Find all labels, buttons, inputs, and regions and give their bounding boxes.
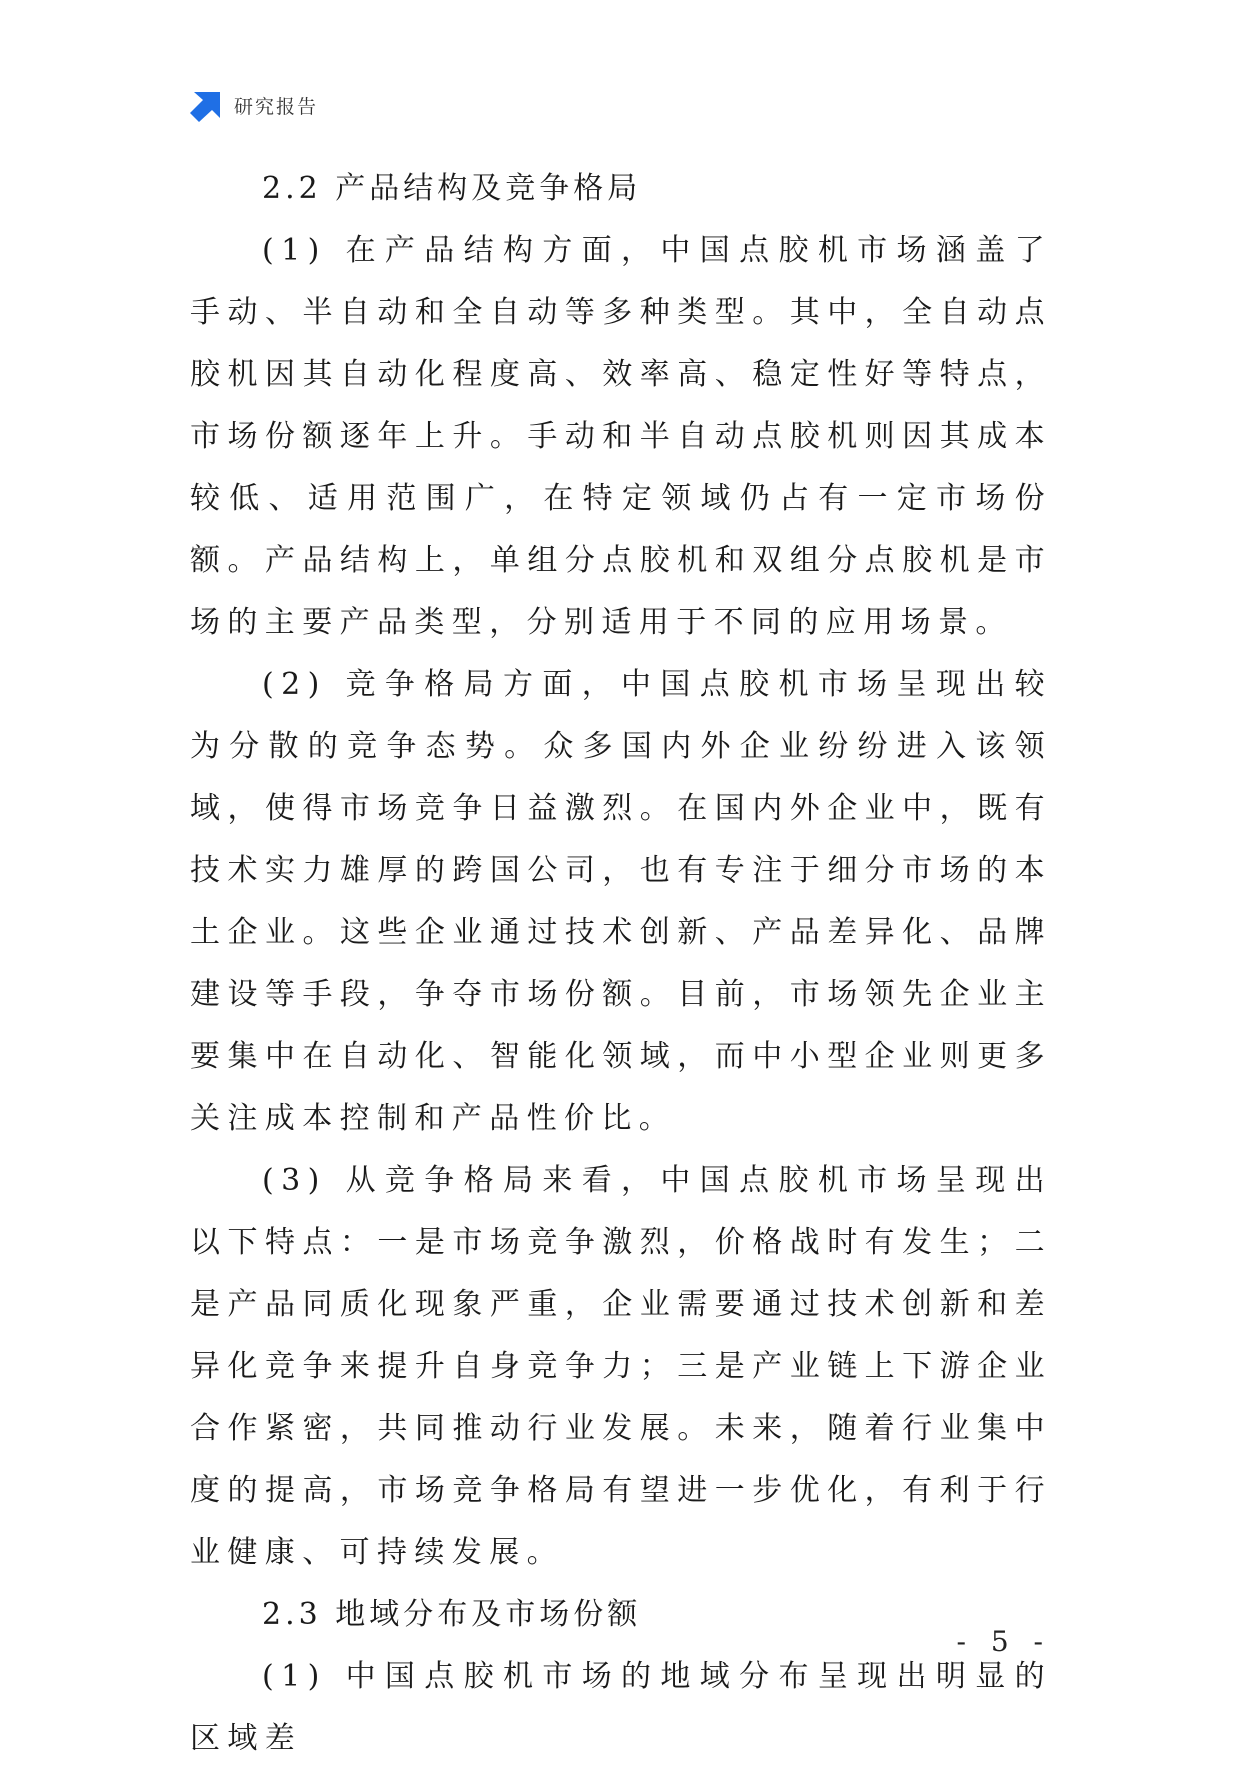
page-header xyxy=(190,88,318,122)
arrow-up-right-icon xyxy=(190,88,224,122)
paragraph: (1) 中国点胶机市场的地域分布呈现出明显的区域差 xyxy=(190,1659,1052,1756)
page-number: - 5 - xyxy=(956,1625,1051,1658)
paragraph: (1) 在产品结构方面，中国点胶机市场涵盖了手动、半自动和全自动等多种类型。其中，全自动点胶机因其自动化程度高、效率高、稳定性好等特点，市场份额逐年上升。手动和半自动点胶机则因其成本较低、适用范围广，在特定领域仍占有一定市场份额。产品结构上，单组分点胶机和双组分点胶机是市场的主要产品类型，分别适用于不同的应用场景。 xyxy=(190,233,1052,640)
document-body xyxy=(190,158,1052,1770)
report-label: 研究报告 xyxy=(234,95,319,118)
paragraph: (2) 竞争格局方面，中国点胶机市场呈现出较为分散的竞争态势。众多国内外企业纷纷进入该领域，使得市场竞争日益激烈。在国内外企业中，既有技术实力雄厚的跨国公司，也有专注于细分市场的本土企业。这些企业通过技术创新、产品差异化、品牌建设等手段，争夺市场份额。目前，市场领先企业主要集中在自动化、智能化领域，而中小型企业则更多关注成本控制和产品性价比。 xyxy=(190,667,1052,1136)
section-heading: 2.2 产品结构及竞争格局 xyxy=(262,171,642,206)
section-heading: 2.3 地域分布及市场份额 xyxy=(262,1597,642,1632)
paragraph: (3) 从竞争格局来看，中国点胶机市场呈现出以下特点：一是市场竞争激烈，价格战时有发生；二是产品同质化现象严重，企业需要通过技术创新和差异化竞争来提升自身竞争力；三是产业链上下游企业合作紧密，共同推动行业发展。未来，随着行业集中度的提高，市场竞争格局有望进一步优化，有利于行业健康、可持续发展。 xyxy=(190,1163,1052,1570)
